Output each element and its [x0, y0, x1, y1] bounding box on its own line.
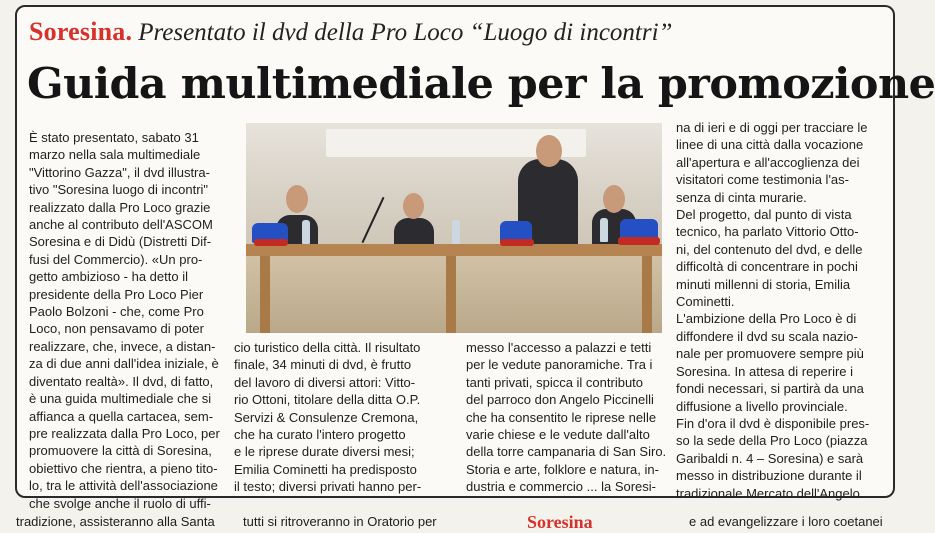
article-line: che svolge anche il ruolo di uffi-	[29, 495, 211, 511]
article-line: Paolo Bolzoni - che, come Pro	[29, 304, 204, 320]
article-line: Emilia Cominetti ha predisposto	[234, 461, 417, 477]
article-line: Garibaldi n. 4 – Soresina) e sarà	[676, 450, 864, 466]
article-frame	[15, 5, 935, 511]
article-line: visitatori come testimonia l'as-	[676, 172, 849, 188]
article-line: senza di cinta murarie.	[676, 189, 807, 205]
article-line: pre realizzata dalla Pro Loco, per	[29, 425, 220, 441]
article-line: diffusione a livello provinciale.	[676, 398, 848, 414]
article-photo	[246, 123, 662, 333]
photo-table-leg	[642, 256, 652, 333]
article-line: che ha consentito le riprese nelle	[466, 409, 657, 425]
article-line: all'apertura e all'accoglienza dei	[676, 154, 860, 170]
photo-table	[246, 244, 662, 256]
article-line: e le riprese durate diversi mesi;	[234, 444, 415, 460]
article-line: che ha curato l'intero progetto	[234, 427, 406, 443]
article-line: anche al contributo dell'ASCOM	[29, 217, 213, 233]
article-line: del parroco don Angelo Piccinelli	[466, 392, 654, 408]
column-2	[234, 339, 456, 496]
article-line: il testo; diversi privati hanno per-	[234, 479, 422, 495]
footer-text-left: tradizione, assisteranno alla Santa	[16, 514, 215, 529]
article-line: per le vedute panoramiche. Tra i	[466, 357, 653, 373]
photo-table-leg	[446, 256, 456, 333]
article-line: Fin d'ora il dvd è disponibile pres-	[676, 415, 870, 431]
article-line: della torre campanaria di San Siro.	[466, 444, 667, 460]
article-line: tecnico, ha parlato Vittorio Otto-	[676, 224, 859, 240]
photo-table-leg	[260, 256, 270, 333]
article-line: realizzato dalla Pro Loco grazie	[29, 199, 211, 215]
photo-head-right	[603, 185, 625, 213]
article-line: Cominetti.	[676, 294, 735, 310]
article-line: getto ambizioso - ha detto il	[29, 269, 188, 285]
article-line: rio Ottoni, titolare della ditta O.P.	[234, 392, 421, 408]
article-line: presidente della Pro Loco Pier	[29, 286, 204, 302]
article-line: tradizionale Mercato dell'Angelo.	[676, 485, 864, 501]
photo-red-package	[500, 239, 534, 246]
photo-water-bottle	[600, 218, 608, 242]
article-line: finale, 34 minuti di dvd, è frutto	[234, 357, 412, 373]
headline: Guida multimediale per la promozione	[27, 59, 935, 108]
article-line: Loco, non pensavamo di poter	[29, 321, 204, 337]
article-line: lo, tra le attività dell'associazione	[29, 478, 218, 494]
article-line: za di due anni dall'idea iniziale, è	[29, 356, 219, 372]
article-line: so la sede della Pro Loco (piazza	[676, 433, 868, 449]
kicker	[29, 17, 672, 47]
photo-water-bottle	[452, 220, 460, 244]
article-line: promuovere la città di Soresina,	[29, 443, 212, 459]
article-line: "Vittorino Gazza", il dvd illustra-	[29, 164, 210, 180]
article-line: Soresina. In attesa di reperire i	[676, 363, 854, 379]
column-1	[29, 129, 244, 512]
photo-microphone	[362, 197, 385, 243]
kicker-city: Soresina.	[29, 17, 133, 46]
article-line: dustria e commercio ... la Soresi-	[466, 479, 657, 495]
column-3	[466, 339, 688, 496]
article-line: marzo nella sala multimediale	[29, 147, 201, 163]
article-line: Soresina e di Didù (Distretti Dif-	[29, 234, 212, 250]
article-line: ni, del contenuto del dvd, e delle	[676, 241, 863, 257]
article-line: Del progetto, dal punto di vista	[676, 207, 852, 223]
article-line: tanti privati, spicca il contributo	[466, 374, 644, 390]
photo-head-left	[286, 185, 308, 213]
article-line: L'ambizione della Pro Loco è di	[676, 311, 857, 327]
article-line: è una guida multimediale che si	[29, 391, 212, 407]
article-line: nale per promuovere sempre più	[676, 346, 864, 362]
footer-text-middle: tutti si ritroveranno in Oratorio per	[243, 514, 437, 529]
article-line: del lavoro di diversi attori: Vitto-	[234, 374, 416, 390]
column-4	[676, 119, 884, 502]
article-line: na di ieri e di oggi per tracciare le	[676, 120, 868, 135]
article-line: difficoltà di concentrare in pochi	[676, 259, 858, 275]
article-line: fusi del Commercio). «Un pro-	[29, 251, 203, 267]
kicker-text: Presentato il dvd della Pro Loco “Luogo di incontri”	[138, 19, 673, 46]
photo-head-center-left	[403, 193, 424, 219]
next-page-strip	[0, 506, 911, 530]
photo-head-standing	[536, 135, 562, 167]
article-line: cio turistico della città. Il risultato	[234, 340, 421, 355]
footer-text-right: e ad evangelizzare i loro coetanei	[689, 514, 883, 529]
photo-red-package	[254, 239, 288, 246]
article-line: diffondere il dvd su scala nazio-	[676, 328, 858, 344]
article-line: diventato realtà». Il dvd, di fatto,	[29, 373, 214, 389]
article-line: È stato presentato, sabato 31	[29, 130, 199, 145]
photo-red-package	[618, 237, 660, 245]
article-line: Servizi & Consulenze Cremona,	[234, 409, 419, 425]
photo-water-bottle	[302, 220, 310, 244]
article-line: affianca a quella cartacea, sem-	[29, 408, 214, 424]
article-line: tivo "Soresina luogo di incontri"	[29, 182, 209, 198]
article-line: Storia e arte, folklore e natura, in-	[466, 461, 659, 477]
article-line: minuti millenni di storia, Emilia	[676, 276, 851, 292]
article-line: messo l'accesso a palazzi e tetti	[466, 340, 652, 355]
article-line: fondi necessari, si partirà da una	[676, 381, 864, 397]
article-line: obiettivo che rientra, a pieno tito-	[29, 460, 218, 476]
article-line: realizzare, che, invece, a distan-	[29, 338, 216, 354]
article-line: messo in distribuzione durante il	[676, 468, 862, 484]
footer-city-heading: Soresina	[527, 512, 593, 532]
article-line: linee di una città dalla vocazione	[676, 137, 864, 153]
article-line: varie chiese e le vedute dall'alto	[466, 427, 650, 443]
